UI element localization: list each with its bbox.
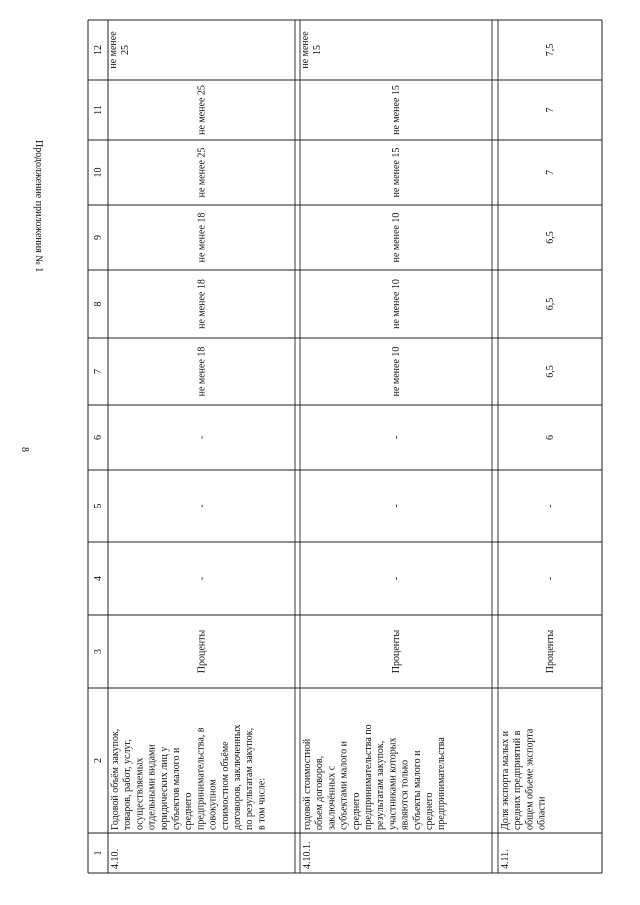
row-description-line: результатам закупок, bbox=[375, 740, 387, 830]
row-description-line: осуществляемых bbox=[134, 757, 146, 830]
cell-value: 6 bbox=[545, 435, 556, 440]
row-description-line: объем договоров, bbox=[314, 755, 326, 830]
unit-cell: Проценты bbox=[391, 629, 402, 674]
cell-value: не менее 15 bbox=[391, 147, 402, 198]
column-number: 6 bbox=[93, 435, 104, 440]
cell-value: - bbox=[196, 504, 208, 508]
cell-value: не менее 18 bbox=[196, 346, 208, 397]
row-description-line: области bbox=[536, 796, 548, 830]
column-number: 5 bbox=[93, 503, 104, 509]
row-description-line: являются только bbox=[399, 759, 411, 830]
row-description-line: общем объеме экспорта bbox=[524, 728, 536, 830]
row-description-line: заключённых с bbox=[326, 765, 338, 830]
cell-value: 7,5 bbox=[545, 43, 556, 57]
column-number: 3 bbox=[93, 649, 104, 654]
row-description-line: по результатам закупок, bbox=[244, 727, 256, 830]
cell-value: - bbox=[196, 435, 208, 440]
cell-value: - bbox=[391, 576, 402, 581]
row-description-line: субъектов малого и bbox=[171, 747, 182, 830]
row-description-line: субъектами малого и bbox=[338, 741, 350, 830]
row-description-line: предпринимательства, в bbox=[195, 727, 207, 830]
row-number: 4.10.1. bbox=[302, 841, 313, 869]
row-description-line: юридических лиц у bbox=[158, 746, 170, 830]
cell-value: не менее bbox=[300, 31, 311, 69]
unit-cell: Проценты bbox=[196, 629, 208, 674]
unit-cell: Проценты bbox=[545, 629, 556, 674]
column-number: 2 bbox=[93, 758, 104, 763]
cell-value: - bbox=[545, 504, 556, 508]
cell-value: 7 bbox=[545, 107, 556, 113]
column-number: 1 bbox=[93, 850, 104, 856]
row-description-line: совокупном bbox=[207, 779, 219, 830]
cell-value: не менее bbox=[108, 31, 119, 69]
row-description-line: среднего bbox=[183, 792, 195, 830]
row-description-line: участниками которых bbox=[387, 737, 399, 830]
row-description-line: субъекты малого и bbox=[411, 750, 423, 830]
row-description-line: товаров, работ, услуг, bbox=[122, 739, 134, 830]
cell-value: не менее 25 bbox=[196, 85, 208, 135]
row-description-line: предпринимательства bbox=[436, 737, 448, 830]
column-number: 11 bbox=[93, 105, 104, 115]
row-description-line: отдельными видами bbox=[146, 744, 158, 830]
row-description-line: среднего bbox=[350, 792, 362, 830]
cell-value: - bbox=[545, 576, 556, 581]
row-description-line: Доля экспорта малых и bbox=[500, 730, 511, 830]
cell-value: не менее 10 bbox=[391, 212, 402, 263]
row-description-line: средних предприятий в bbox=[512, 730, 524, 830]
cell-value: 6,5 bbox=[545, 231, 556, 244]
cell-value: 25 bbox=[120, 45, 131, 55]
cell-value: 7 bbox=[545, 170, 556, 175]
page-number: 8 bbox=[19, 447, 30, 452]
cell-value: 15 bbox=[312, 45, 323, 55]
row-description-line: Годовой объём закупок, bbox=[110, 728, 121, 830]
row-description-line: в том числе: bbox=[256, 777, 268, 830]
row-number: 4.11. bbox=[500, 849, 511, 869]
row-description-line: среднего bbox=[424, 792, 435, 830]
column-number: 7 bbox=[93, 369, 104, 374]
header-note: Продолжение приложения № 1 bbox=[33, 140, 44, 273]
row-description-line: договоров, заключенных bbox=[232, 724, 243, 830]
cell-value: не менее 10 bbox=[391, 279, 402, 329]
cell-value: 6,5 bbox=[545, 297, 556, 311]
cell-value: - bbox=[391, 435, 402, 440]
row-description-line: предпринимательства по bbox=[363, 724, 374, 830]
cell-value: - bbox=[196, 576, 208, 581]
column-number: 4 bbox=[93, 576, 104, 581]
column-number: 10 bbox=[93, 167, 104, 178]
column-number: 12 bbox=[93, 45, 104, 55]
cell-value: не менее 18 bbox=[196, 279, 208, 329]
cell-value: не менее 10 bbox=[391, 346, 402, 397]
row-description-line: стоимостном объёме bbox=[219, 741, 231, 830]
column-number: 8 bbox=[93, 301, 104, 307]
column-number: 9 bbox=[93, 235, 104, 240]
row-number: 4.10. bbox=[110, 849, 121, 869]
cell-value: не менее 18 bbox=[196, 212, 208, 263]
cell-value: 6,5 bbox=[545, 365, 556, 378]
cell-value: - bbox=[391, 504, 402, 508]
row-description-line: годовой стоимостной bbox=[302, 738, 313, 830]
cell-value: не менее 25 bbox=[196, 147, 208, 198]
cell-value: не менее 15 bbox=[391, 85, 402, 135]
